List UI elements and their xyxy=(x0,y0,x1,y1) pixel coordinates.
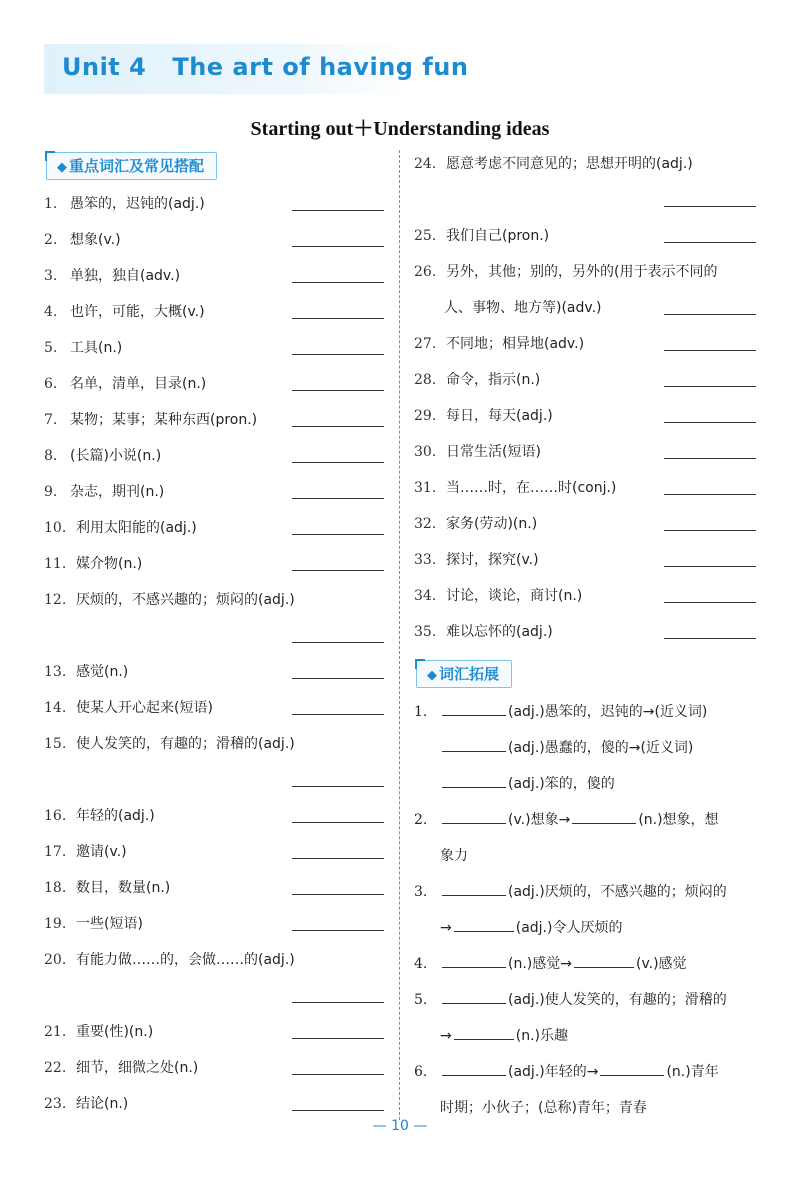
vocab-item-18: 18. 数目，数量(n.) xyxy=(44,870,388,906)
answer-blank[interactable] xyxy=(442,953,506,968)
answer-blank[interactable] xyxy=(292,1038,384,1039)
vocab-item-24: 24. 愿意考虑不同意见的；思想开明的(adj.) xyxy=(414,146,760,218)
answer-blank[interactable] xyxy=(442,737,506,752)
expand-item-5: 5. (adj.)使人发笑的，有趣的；滑稽的 → (n.)乐趣 xyxy=(414,982,760,1054)
answer-blank[interactable] xyxy=(442,1061,506,1076)
answer-blank[interactable] xyxy=(664,422,756,423)
answer-blank[interactable] xyxy=(664,530,756,531)
vocab-item-29: 29. 每日，每天(adj.) xyxy=(414,398,760,434)
answer-blank[interactable] xyxy=(442,701,506,716)
vocab-item-35: 35. 难以忘怀的(adj.) xyxy=(414,614,760,650)
answer-blank[interactable] xyxy=(664,386,756,387)
vocab-item-28: 28. 命令，指示(n.) xyxy=(414,362,760,398)
vocab-item-34: 34. 讨论，谈论，商讨(n.) xyxy=(414,578,760,614)
vocab-item-20: 20. 有能力做……的，会做……的(adj.) xyxy=(44,942,388,1014)
answer-blank[interactable] xyxy=(442,989,506,1004)
vocab-item-22: 22. 细节，细微之处(n.) xyxy=(44,1050,388,1086)
unit-title: The art of having fun xyxy=(172,53,469,81)
answer-blank[interactable] xyxy=(292,714,384,715)
vocab-item-27: 27. 不同地；相异地(adv.) xyxy=(414,326,760,362)
answer-blank[interactable] xyxy=(292,642,384,643)
expand-item-1: 1. (adj.)愚笨的，迟钝的→(近义词) (adj.)愚蠢的，傻的→(近义词) (adj.)笨的，傻的 xyxy=(414,694,760,802)
answer-blank[interactable] xyxy=(454,1025,514,1040)
answer-blank[interactable] xyxy=(292,390,384,391)
answer-blank[interactable] xyxy=(292,1110,384,1111)
answer-blank[interactable] xyxy=(292,1002,384,1003)
vocab-item-7: 7. 某物；某事；某种东西(pron.) xyxy=(44,402,388,438)
expand-item-3: 3. (adj.)厌烦的，不感兴趣的；烦闷的 → (adj.)令人厌烦的 xyxy=(414,874,760,946)
vocab-item-23: 23. 结论(n.) xyxy=(44,1086,388,1122)
unit-heading xyxy=(62,53,468,81)
vocab-item-17: 17. 邀请(v.) xyxy=(44,834,388,870)
unit-banner xyxy=(44,44,469,94)
answer-blank[interactable] xyxy=(442,881,506,896)
vocab-item-5: 5. 工具(n.) xyxy=(44,330,388,366)
vocab-item-30: 30. 日常生活(短语) xyxy=(414,434,760,470)
vocab-item-16: 16. 年轻的(adj.) xyxy=(44,798,388,834)
vocab-item-10: 10. 利用太阳能的(adj.) xyxy=(44,510,388,546)
answer-blank[interactable] xyxy=(292,246,384,247)
answer-blank[interactable] xyxy=(664,314,756,315)
vocab-item-13: 13. 感觉(n.) xyxy=(44,654,388,690)
answer-blank[interactable] xyxy=(664,206,756,207)
vocab-item-12: 12. 厌烦的，不感兴趣的；烦闷的(adj.) xyxy=(44,582,388,654)
vocab-item-8: 8. (长篇)小说(n.) xyxy=(44,438,388,474)
vocab-item-19: 19. 一些(短语) xyxy=(44,906,388,942)
answer-blank[interactable] xyxy=(292,858,384,859)
lesson-subtitle: Starting out＋Understanding ideas xyxy=(250,118,550,140)
answer-blank[interactable] xyxy=(292,786,384,787)
answer-blank[interactable] xyxy=(292,678,384,679)
answer-blank[interactable] xyxy=(664,566,756,567)
answer-blank[interactable] xyxy=(664,350,756,351)
answer-blank[interactable] xyxy=(600,1061,664,1076)
vocab-item-11: 11. 媒介物(n.) xyxy=(44,546,388,582)
answer-blank[interactable] xyxy=(664,458,756,459)
expand-item-4: 4. (n.)感觉→ (v.)感觉 xyxy=(414,946,760,982)
answer-blank[interactable] xyxy=(292,210,384,211)
answer-blank[interactable] xyxy=(292,282,384,283)
column-divider xyxy=(399,150,400,1120)
vocab-item-33: 33. 探讨，探究(v.) xyxy=(414,542,760,578)
vocab-item-6: 6. 名单，清单，目录(n.) xyxy=(44,366,388,402)
diamond-icon: ◆ xyxy=(57,160,67,175)
unit-number: Unit 4 xyxy=(62,53,147,81)
answer-blank[interactable] xyxy=(664,494,756,495)
vocab-item-21: 21. 重要(性)(n.) xyxy=(44,1014,388,1050)
answer-blank[interactable] xyxy=(442,809,506,824)
answer-blank[interactable] xyxy=(292,1074,384,1075)
expand-item-2: 2. (v.)想象→ (n.)想象，想 象力 xyxy=(414,802,760,874)
vocab-item-15: 15. 使人发笑的，有趣的；滑稽的(adj.) xyxy=(44,726,388,798)
vocab-item-9: 9. 杂志，期刊(n.) xyxy=(44,474,388,510)
answer-blank[interactable] xyxy=(292,930,384,931)
vocab-item-4: 4. 也许，可能，大概(v.) xyxy=(44,294,388,330)
answer-blank[interactable] xyxy=(292,570,384,571)
answer-blank[interactable] xyxy=(574,953,634,968)
vocab-item-2: 2. 想象(v.) xyxy=(44,222,388,258)
answer-blank[interactable] xyxy=(572,809,636,824)
section-heading-expand: ◆ 词汇拓展 xyxy=(416,660,512,688)
section-heading-vocab: ◆ 重点词汇及常见搭配 xyxy=(46,152,217,180)
answer-blank[interactable] xyxy=(454,917,514,932)
answer-blank[interactable] xyxy=(292,822,384,823)
answer-blank[interactable] xyxy=(292,534,384,535)
left-column xyxy=(44,146,388,1122)
right-column xyxy=(414,146,760,1126)
answer-blank[interactable] xyxy=(664,242,756,243)
answer-blank[interactable] xyxy=(292,426,384,427)
answer-blank[interactable] xyxy=(292,498,384,499)
diamond-icon: ◆ xyxy=(427,668,437,683)
vocab-item-1: 1. 愚笨的，迟钝的(adj.) xyxy=(44,186,388,222)
answer-blank[interactable] xyxy=(292,354,384,355)
page-number: — 10 — xyxy=(372,1118,428,1134)
vocab-item-31: 31. 当……时，在……时(conj.) xyxy=(414,470,760,506)
vocab-item-32: 32. 家务(劳动)(n.) xyxy=(414,506,760,542)
expand-item-6: 6. (adj.)年轻的→ (n.)青年 时期；小伙子；(总称)青年；青春 xyxy=(414,1054,760,1126)
vocab-item-14: 14. 使某人开心起来(短语) xyxy=(44,690,388,726)
answer-blank[interactable] xyxy=(664,602,756,603)
answer-blank[interactable] xyxy=(442,773,506,788)
answer-blank[interactable] xyxy=(292,318,384,319)
answer-blank[interactable] xyxy=(664,638,756,639)
vocab-item-25: 25. 我们自己(pron.) xyxy=(414,218,760,254)
vocab-item-3: 3. 单独，独自(adv.) xyxy=(44,258,388,294)
vocab-item-26: 26. 另外，其他；别的，另外的(用于表示不同的 人、事物、地方等)(adv.) xyxy=(414,254,760,326)
answer-blank[interactable] xyxy=(292,462,384,463)
answer-blank[interactable] xyxy=(292,894,384,895)
